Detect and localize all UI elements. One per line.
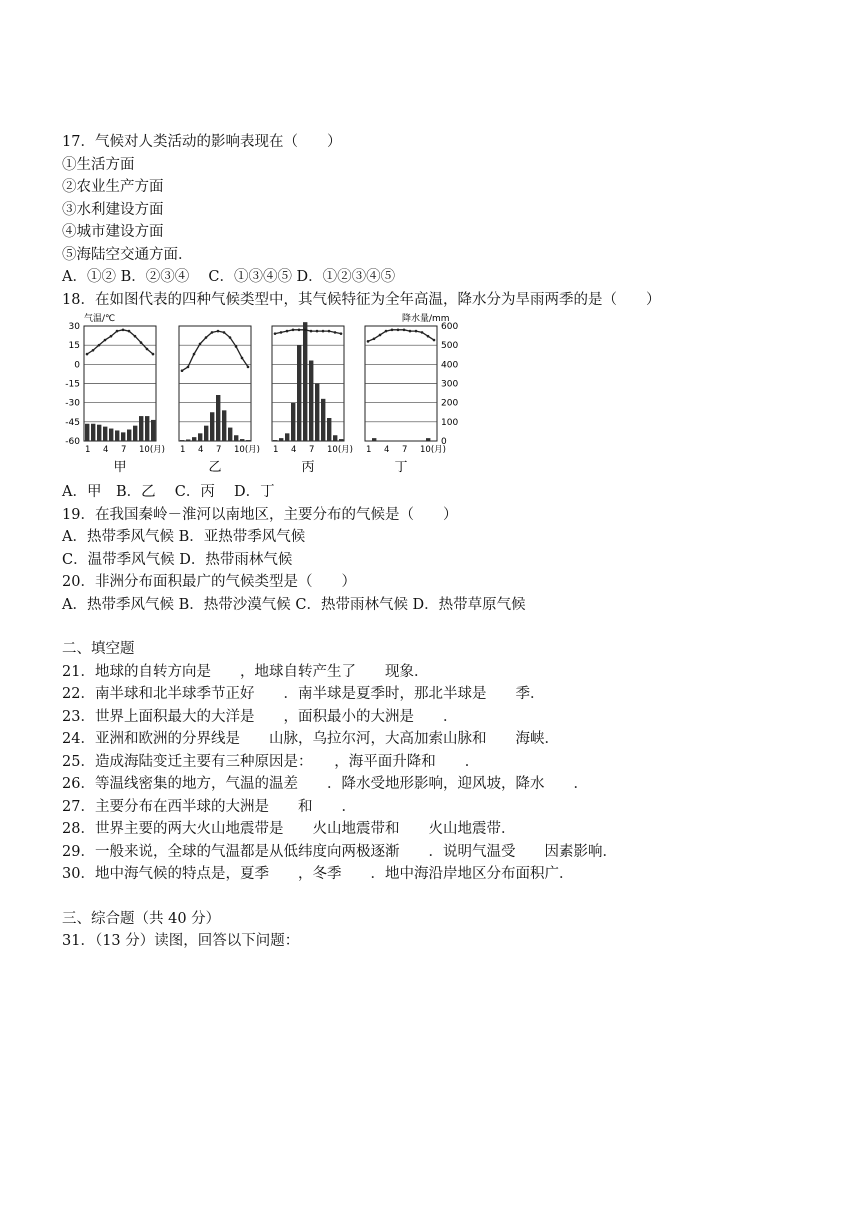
precip-tick-label: 600 bbox=[441, 322, 459, 332]
temp-point bbox=[110, 335, 113, 338]
temp-point bbox=[92, 349, 95, 352]
exam-page bbox=[62, 131, 822, 953]
temp-point bbox=[247, 366, 250, 369]
precip-bar bbox=[222, 410, 226, 441]
precip-bar bbox=[291, 403, 295, 441]
precip-bar bbox=[91, 424, 95, 441]
precip-tick-label: 200 bbox=[441, 398, 459, 409]
precip-bar bbox=[303, 322, 307, 441]
precip-bar bbox=[309, 361, 313, 442]
temp-curve bbox=[182, 331, 248, 371]
temp-point bbox=[385, 330, 388, 333]
precip-bar bbox=[297, 345, 301, 441]
q17-options: A．①② B．②③④ C．①③④⑤ D．①②③④⑤ bbox=[62, 269, 396, 285]
section2-title: 二、填空题 bbox=[62, 641, 135, 657]
month-tick-label: 10(月) bbox=[327, 445, 353, 455]
panel-name: 甲 bbox=[113, 460, 127, 475]
precip-bar bbox=[192, 437, 196, 441]
precip-tick-label: 500 bbox=[441, 341, 459, 352]
temp-point bbox=[427, 335, 430, 338]
precip-bar bbox=[327, 418, 331, 441]
temp-point bbox=[104, 339, 107, 342]
temp-tick-label: -45 bbox=[65, 417, 80, 428]
precip-bar bbox=[216, 395, 220, 441]
q23: 23．世界上面积最大的大洋是 ，面积最小的大洲是 ． bbox=[62, 708, 458, 725]
q17-item-4: ④城市建设方面 bbox=[62, 224, 164, 240]
temp-point bbox=[241, 357, 244, 360]
temp-point bbox=[217, 330, 220, 333]
temp-point bbox=[187, 366, 190, 369]
precip-bar bbox=[186, 439, 190, 441]
q17-item-5: ⑤海陆空交通方面． bbox=[62, 246, 193, 263]
temp-point bbox=[193, 353, 196, 356]
temp-point bbox=[391, 329, 394, 332]
precip-tick-label: 100 bbox=[441, 417, 459, 428]
temp-point bbox=[116, 330, 119, 333]
q22: 22．南半球和北半球季节正好 ．南半球是夏季时，那北半球是 季． bbox=[62, 686, 545, 702]
q19-options-line2: C．温带季风气候 D．热带雨林气候 bbox=[62, 551, 293, 568]
precip-bar bbox=[285, 433, 289, 441]
month-tick-label: 4 bbox=[384, 445, 390, 455]
precip-bar bbox=[151, 420, 155, 441]
temp-point bbox=[403, 329, 406, 332]
q27: 27．主要分布在西半球的大洲是 和 ． bbox=[62, 798, 356, 815]
q17-item-2: ②农业生产方面 bbox=[62, 179, 164, 195]
precip-bar bbox=[315, 384, 319, 442]
temp-point bbox=[199, 343, 202, 346]
temp-curve bbox=[87, 330, 153, 354]
precip-bar bbox=[145, 416, 149, 441]
temp-point bbox=[235, 345, 238, 348]
climate-chart-figure bbox=[62, 311, 822, 481]
q18-stem: 18．在如图代表的四种气候类型中，其气候特征为全年高温，降水分为旱雨两季的是（ ） bbox=[62, 291, 661, 308]
month-tick-label: 10(月) bbox=[139, 445, 165, 455]
precip-tick-label: 300 bbox=[441, 379, 459, 390]
temp-point bbox=[304, 329, 307, 332]
precip-tick-label: 400 bbox=[441, 360, 459, 371]
temp-axis-label: 气温/℃ bbox=[84, 314, 116, 324]
precip-bar bbox=[133, 426, 137, 441]
temp-tick-label: 30 bbox=[68, 322, 80, 332]
month-tick-label: 4 bbox=[103, 445, 109, 455]
precip-bar bbox=[279, 438, 283, 441]
precip-bar bbox=[121, 432, 125, 441]
q25: 25．造成海陆变迁主要有三种原因是： ，海平面升降和 ． bbox=[62, 753, 480, 770]
temp-point bbox=[128, 330, 131, 333]
climate-charts bbox=[62, 311, 482, 481]
precip-tick-label: 0 bbox=[441, 437, 447, 447]
temp-point bbox=[421, 331, 424, 334]
panel-name: 乙 bbox=[208, 460, 222, 475]
temp-curve bbox=[275, 330, 341, 334]
temp-point bbox=[152, 353, 155, 356]
precip-bar bbox=[210, 412, 214, 441]
month-tick-label: 1 bbox=[273, 445, 279, 455]
q17-stem: 17．气候对人类活动的影响表现在（ ） bbox=[62, 134, 342, 150]
temp-tick-label: -60 bbox=[65, 437, 80, 447]
month-tick-label: 7 bbox=[309, 445, 315, 455]
temp-point bbox=[334, 331, 337, 334]
temp-point bbox=[322, 330, 325, 333]
month-tick-label: 10(月) bbox=[234, 445, 260, 455]
precip-bar bbox=[273, 440, 277, 441]
precip-bar bbox=[85, 424, 89, 441]
precip-axis-label: 降水量/mm bbox=[402, 314, 450, 324]
q17-item-1: ①生活方面 bbox=[62, 156, 135, 173]
q18-options: A．甲 B．乙 C．丙 D．丁 bbox=[62, 484, 275, 500]
q29: 29．一般来说，全球的气温都是从低纬度向两极逐渐 ．说明气温受 因素影响． bbox=[62, 843, 617, 860]
temp-point bbox=[433, 339, 436, 342]
temp-point bbox=[286, 330, 289, 333]
temp-point bbox=[328, 330, 331, 333]
precip-bar bbox=[204, 426, 208, 441]
temp-point bbox=[140, 341, 143, 344]
q19-options-line1: A．热带季风气候 B．亚热带季风气候 bbox=[62, 529, 306, 545]
q17-item-3: ③水利建设方面 bbox=[62, 201, 164, 218]
precip-bar bbox=[115, 430, 119, 441]
q28: 28．世界主要的两大火山地震带是 火山地震带和 火山地震带． bbox=[62, 821, 516, 837]
temp-point bbox=[223, 331, 226, 334]
q24: 24．亚洲和欧洲的分界线是 山脉，乌拉尔河，大高加索山脉和 海峡． bbox=[62, 731, 559, 747]
temp-point bbox=[379, 334, 382, 337]
month-tick-label: 7 bbox=[121, 445, 127, 455]
temp-point bbox=[181, 369, 184, 372]
temp-point bbox=[310, 330, 313, 333]
temp-tick-label: 15 bbox=[68, 341, 80, 352]
precip-bar bbox=[109, 429, 113, 441]
precip-bar bbox=[333, 435, 337, 441]
temp-tick-label: 0 bbox=[74, 360, 80, 371]
q26: 26．等温线密集的地方，气温的温差 ．降水受地形影响，迎风坡，降水 ． bbox=[62, 776, 588, 792]
precip-bar bbox=[339, 439, 343, 441]
q20-options: A．热带季风气候 B．热带沙漠气候 C．热带雨林气候 D．热带草原气候 bbox=[62, 596, 526, 613]
precip-bar bbox=[97, 425, 101, 441]
month-tick-label: 4 bbox=[198, 445, 204, 455]
temp-point bbox=[274, 332, 277, 335]
temp-point bbox=[292, 329, 295, 332]
q19-stem: 19．在我国秦岭－淮河以南地区，主要分布的气候是（ ） bbox=[62, 506, 458, 523]
precip-bar bbox=[321, 399, 325, 441]
precip-bar bbox=[234, 435, 238, 441]
month-tick-label: 7 bbox=[216, 445, 222, 455]
month-tick-label: 7 bbox=[402, 445, 408, 455]
temp-point bbox=[122, 329, 125, 332]
temp-point bbox=[409, 330, 412, 333]
month-tick-label: 10(月) bbox=[420, 445, 446, 455]
panel-name: 丙 bbox=[301, 460, 315, 475]
month-tick-label: 1 bbox=[180, 445, 186, 455]
temp-curve bbox=[368, 330, 434, 342]
precip-bar bbox=[139, 416, 143, 441]
precip-bar bbox=[426, 438, 430, 441]
temp-tick-label: -30 bbox=[65, 398, 80, 409]
month-tick-label: 1 bbox=[85, 445, 91, 455]
precip-bar bbox=[103, 427, 107, 441]
temp-point bbox=[229, 336, 232, 339]
temp-point bbox=[86, 353, 89, 356]
precip-bar bbox=[372, 438, 376, 441]
temp-point bbox=[316, 330, 319, 333]
q20-stem: 20．非洲分布面积最广的气候类型是（ ） bbox=[62, 574, 356, 590]
temp-point bbox=[98, 344, 101, 347]
precip-bar bbox=[246, 440, 250, 441]
temp-point bbox=[134, 335, 137, 338]
temp-tick-label: -15 bbox=[65, 379, 80, 390]
month-tick-label: 1 bbox=[366, 445, 372, 455]
temp-point bbox=[298, 329, 301, 332]
q31: 31．（13 分）读图，回答以下问题： bbox=[62, 933, 300, 949]
panel-name: 丁 bbox=[394, 460, 408, 475]
q30: 30．地中海气候的特点是，夏季 ，冬季 ．地中海沿岸地区分布面积广． bbox=[62, 866, 574, 882]
temp-point bbox=[373, 337, 376, 340]
temp-point bbox=[280, 331, 283, 334]
precip-bar bbox=[127, 430, 131, 442]
precip-bar bbox=[180, 440, 184, 441]
temp-point bbox=[367, 340, 370, 343]
precip-bar bbox=[240, 439, 244, 441]
temp-point bbox=[146, 348, 149, 351]
precip-bar bbox=[228, 428, 232, 441]
month-tick-label: 4 bbox=[291, 445, 297, 455]
temp-point bbox=[340, 332, 343, 335]
section3-title: 三、综合题（共 40 分） bbox=[62, 910, 221, 927]
temp-point bbox=[415, 330, 418, 333]
q21: 21．地球的自转方向是 ，地球自转产生了 现象． bbox=[62, 663, 429, 680]
temp-point bbox=[397, 329, 400, 332]
precip-bar bbox=[198, 433, 202, 441]
temp-point bbox=[205, 336, 208, 339]
temp-point bbox=[211, 331, 214, 334]
